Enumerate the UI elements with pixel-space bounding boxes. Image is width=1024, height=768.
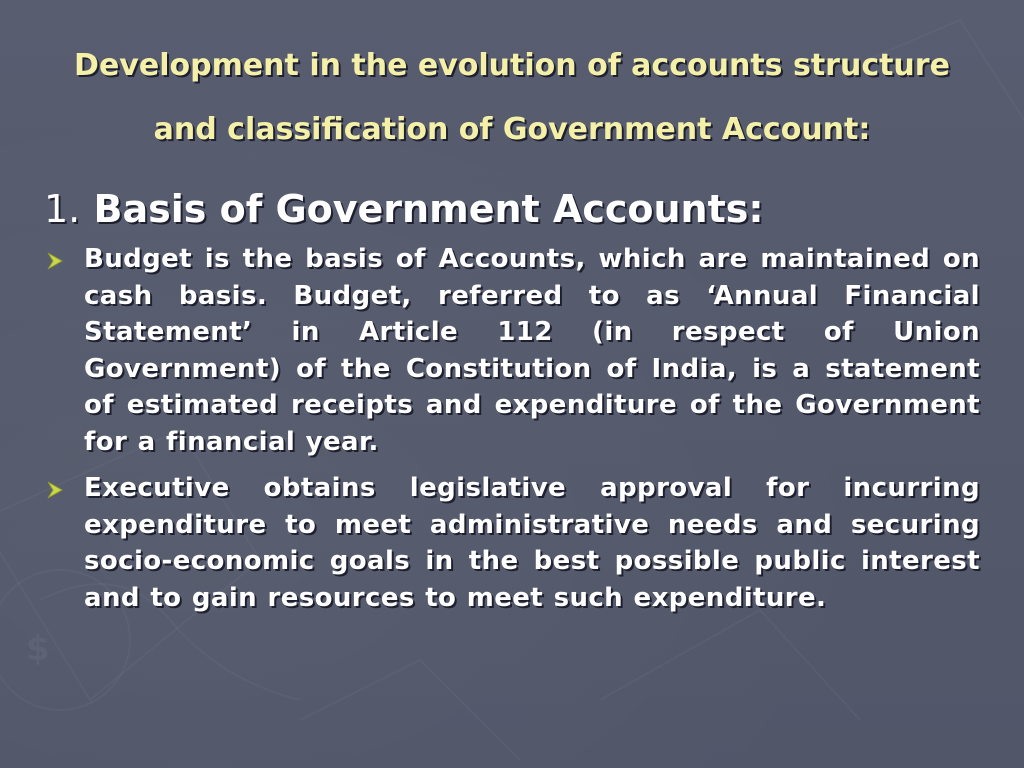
- arrowhead-bullet-icon: [46, 480, 64, 500]
- section-heading: [44, 186, 764, 232]
- slide-title: [40, 34, 984, 162]
- arrowhead-bullet-icon: [46, 251, 64, 271]
- bullet-text: Budget is the basis of Accounts, which are maintained on cash basis. Budget, referred to as ‘Annual Financial Statement’ in Article 112 (in respect of Union Government) of the Constitution of India, is a statement of estimated receipts and expenditure of the Government for a financial year.: [84, 244, 980, 457]
- slide-title-line-2: and classification of Government Account:: [153, 112, 871, 147]
- slide-title-line-1: Development in the evolution of accounts structure: [74, 48, 950, 83]
- bullet-item-budget: [46, 241, 980, 460]
- section-heading-number: 1.: [44, 187, 81, 231]
- bullet-text: Executive obtains legislative approval for incurring expenditure to meet administrative needs and securing socio-economic goals in the best possible public interest and to gain resources to meet such expenditure.: [84, 473, 980, 613]
- section-heading-label: Basis of Government Accounts:: [93, 187, 764, 231]
- svg-text:$: $: [26, 629, 50, 669]
- bullet-item-executive: [46, 470, 980, 616]
- bullet-list: [46, 241, 980, 626]
